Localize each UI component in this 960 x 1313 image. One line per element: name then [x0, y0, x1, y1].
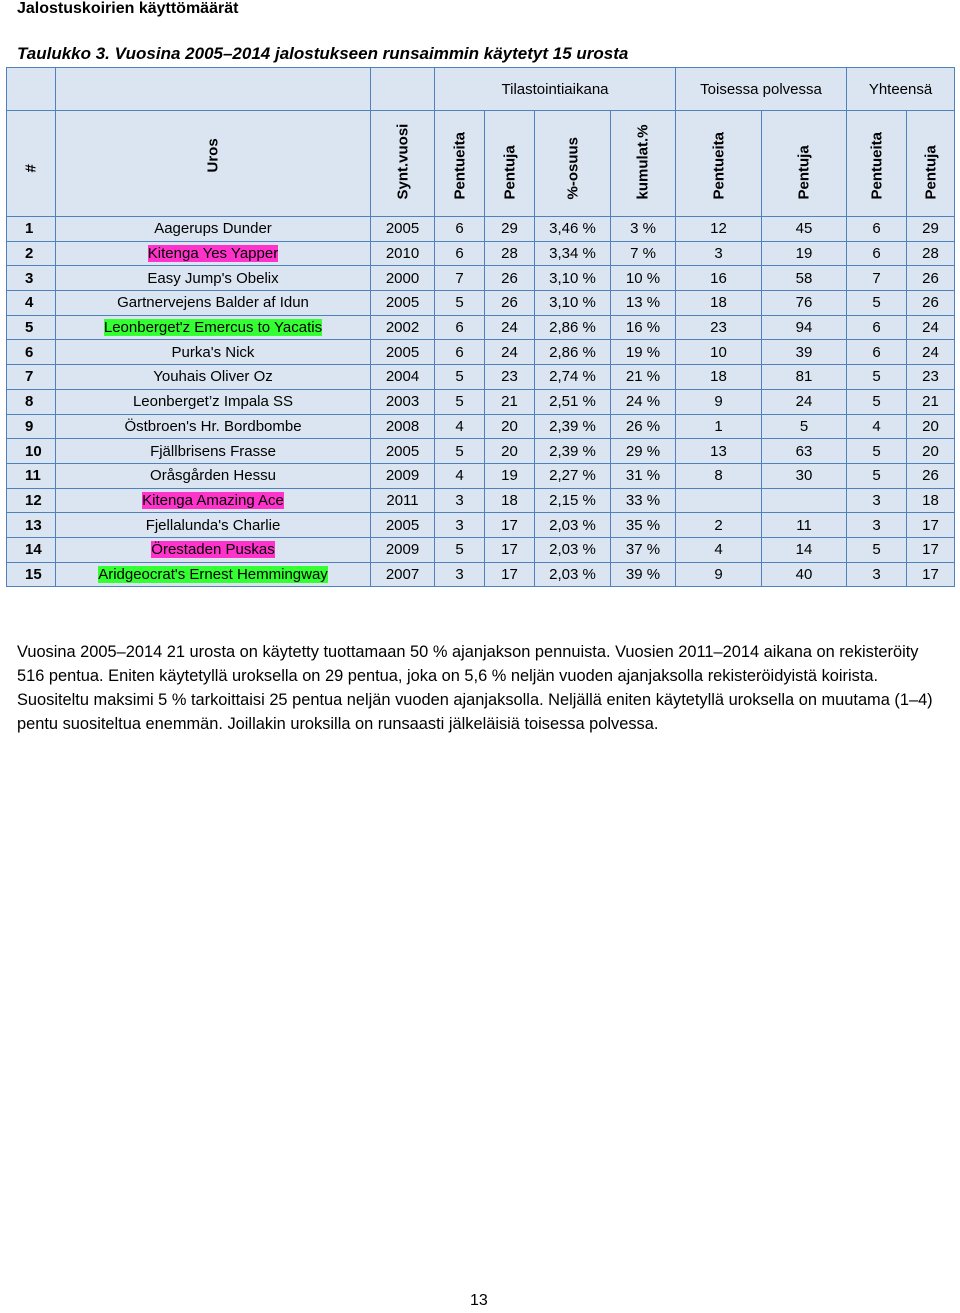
- cell-p2e: [676, 488, 762, 513]
- male-name: Easy Jump's Obelix: [147, 269, 279, 287]
- cell-num: 15: [7, 562, 56, 587]
- cell-p2u: 30: [762, 463, 847, 488]
- cell-ye: 6: [847, 241, 907, 266]
- cell-yu: 20: [907, 414, 955, 439]
- table-body: [7, 217, 955, 587]
- cell-os: 2,51 %: [535, 389, 611, 414]
- cell-pu: 26: [485, 266, 535, 291]
- cell-ye: 7: [847, 266, 907, 291]
- cell-yu: 21: [907, 389, 955, 414]
- table-row: [7, 315, 955, 340]
- cell-pu: 26: [485, 291, 535, 316]
- cell-year: 2007: [371, 562, 435, 587]
- cell-ku: 21 %: [611, 365, 676, 390]
- cell-os: 2,27 %: [535, 463, 611, 488]
- cell-p2e: 8: [676, 463, 762, 488]
- cell-pu: 23: [485, 365, 535, 390]
- cell-name: [56, 439, 371, 464]
- male-name: Fjellalunda's Charlie: [145, 516, 281, 534]
- col-header-share: %-osuus: [535, 111, 611, 217]
- cell-os: 2,15 %: [535, 488, 611, 513]
- summary-paragraph: Vuosina 2005–2014 21 urosta on käytetty tuottamaan 50 % ajanjakson pennuista. Vuosien 2011–2014 aikana on rekisteröity 516 pentua. Eniten käytetyllä uroksella on 29 pentua, joka on 5,6 % neljän vuoden ajanjaksolla rekisteröidyistä koirista. Suositeltu maksimi 5 % tarkoittaisi 25 pentua neljän vuoden ajanjaksolla. Neljällä eniten käytetyllä uroksella on muutama (1–4) pentu suositeltua enemmän. Joillakin uroksilla on runsaasti jälkeläisiä toisessa polvessa.: [17, 643, 933, 733]
- cell-ku: 35 %: [611, 513, 676, 538]
- cell-pe: 3: [435, 488, 485, 513]
- cell-year: 2005: [371, 439, 435, 464]
- cell-os: 2,03 %: [535, 513, 611, 538]
- cell-year: 2000: [371, 266, 435, 291]
- cell-name: [56, 537, 371, 562]
- cell-p2u: 58: [762, 266, 847, 291]
- cell-ye: 5: [847, 463, 907, 488]
- male-name: Gartnervejens Balder af Idun: [117, 294, 309, 312]
- cell-ku: 19 %: [611, 340, 676, 365]
- cell-pu: 17: [485, 562, 535, 587]
- group-header-second-generation: Toisessa polvessa: [676, 68, 847, 111]
- cell-ku: 39 %: [611, 562, 676, 587]
- male-name: Östbroen's Hr. Bordbombe: [124, 417, 302, 435]
- cell-yu: 24: [907, 340, 955, 365]
- cell-num: 5: [7, 315, 56, 340]
- table-row: [7, 439, 955, 464]
- cell-name: [56, 389, 371, 414]
- table-row: [7, 414, 955, 439]
- cell-os: 2,03 %: [535, 562, 611, 587]
- cell-os: 2,03 %: [535, 537, 611, 562]
- cell-ye: 3: [847, 488, 907, 513]
- cell-name: [56, 513, 371, 538]
- cell-yu: 17: [907, 562, 955, 587]
- cell-pe: 4: [435, 463, 485, 488]
- cell-pu: 17: [485, 513, 535, 538]
- cell-ye: 5: [847, 291, 907, 316]
- cell-year: 2005: [371, 340, 435, 365]
- cell-yu: 26: [907, 266, 955, 291]
- cell-year: 2002: [371, 315, 435, 340]
- cell-year: 2005: [371, 513, 435, 538]
- col-header-number: #: [7, 111, 56, 217]
- cell-yu: 24: [907, 315, 955, 340]
- cell-year: 2008: [371, 414, 435, 439]
- cell-ku: 33 %: [611, 488, 676, 513]
- cell-num: 6: [7, 340, 56, 365]
- cell-pu: 20: [485, 414, 535, 439]
- male-name: Purka's Nick: [171, 343, 255, 361]
- cell-year: 2009: [371, 463, 435, 488]
- cell-pu: 19: [485, 463, 535, 488]
- cell-name: [56, 463, 371, 488]
- page-number: 13: [470, 1292, 488, 1309]
- cell-num: 12: [7, 488, 56, 513]
- cell-p2e: 18: [676, 365, 762, 390]
- male-name: Leonberget'z Emercus to Yacatis: [103, 319, 323, 337]
- table-caption: Taulukko 3. Vuosina 2005–2014 jalostukseen runsaimmin käytetyt 15 urosta: [17, 44, 629, 63]
- section-heading: Jalostuskoirien käyttömäärät: [17, 0, 239, 17]
- col-header-cumulative: kumulat.%: [611, 111, 676, 217]
- cell-p2e: 9: [676, 562, 762, 587]
- cell-name: [56, 414, 371, 439]
- cell-num: 8: [7, 389, 56, 414]
- table-row: [7, 562, 955, 587]
- table-row: [7, 217, 955, 242]
- col-header-litters: Pentueita: [435, 111, 485, 217]
- cell-pe: 5: [435, 389, 485, 414]
- cell-name: [56, 291, 371, 316]
- cell-p2e: 2: [676, 513, 762, 538]
- cell-ye: 6: [847, 315, 907, 340]
- cell-ye: 3: [847, 513, 907, 538]
- cell-os: 3,34 %: [535, 241, 611, 266]
- cell-num: 2: [7, 241, 56, 266]
- cell-os: 3,10 %: [535, 291, 611, 316]
- cell-num: 11: [7, 463, 56, 488]
- cell-p2e: 4: [676, 537, 762, 562]
- cell-num: 10: [7, 439, 56, 464]
- cell-pe: 7: [435, 266, 485, 291]
- cell-yu: 20: [907, 439, 955, 464]
- cell-p2u: 94: [762, 315, 847, 340]
- male-name: Aagerups Dunder: [154, 220, 272, 238]
- cell-pu: 21: [485, 389, 535, 414]
- cell-p2u: 76: [762, 291, 847, 316]
- col-header-second-litters: Pentueita: [676, 111, 762, 217]
- cell-p2e: 13: [676, 439, 762, 464]
- cell-yu: 29: [907, 217, 955, 242]
- cell-p2e: 16: [676, 266, 762, 291]
- cell-pu: 24: [485, 315, 535, 340]
- male-name: Kitenga Amazing Ace: [142, 491, 284, 509]
- table-row: [7, 513, 955, 538]
- table-row: [7, 340, 955, 365]
- cell-pe: 6: [435, 241, 485, 266]
- cell-p2e: 18: [676, 291, 762, 316]
- col-header-total-puppies: Pentuja: [907, 111, 955, 217]
- cell-ye: 4: [847, 414, 907, 439]
- table-row: [7, 291, 955, 316]
- cell-p2e: 3: [676, 241, 762, 266]
- cell-p2u: 45: [762, 217, 847, 242]
- col-header-birth-year: Synt.vuosi: [371, 111, 435, 217]
- cell-pe: 6: [435, 315, 485, 340]
- cell-p2u: 39: [762, 340, 847, 365]
- cell-os: 2,86 %: [535, 340, 611, 365]
- cell-name: [56, 241, 371, 266]
- cell-ye: 5: [847, 365, 907, 390]
- male-name: Oråsgården Hessu: [150, 467, 276, 485]
- cell-pe: 3: [435, 562, 485, 587]
- male-name: Aridgeocrat's Ernest Hemmingway: [98, 565, 328, 583]
- cell-os: 2,39 %: [535, 439, 611, 464]
- cell-ku: 24 %: [611, 389, 676, 414]
- cell-year: 2009: [371, 537, 435, 562]
- cell-yu: 26: [907, 463, 955, 488]
- male-name: Örestaden Puskas: [151, 541, 275, 559]
- cell-ye: 3: [847, 562, 907, 587]
- cell-ye: 5: [847, 439, 907, 464]
- cell-name: [56, 562, 371, 587]
- table-row: [7, 488, 955, 513]
- cell-ku: 16 %: [611, 315, 676, 340]
- cell-num: 7: [7, 365, 56, 390]
- cell-p2u: 11: [762, 513, 847, 538]
- col-header-second-puppies: Pentuja: [762, 111, 847, 217]
- cell-num: 3: [7, 266, 56, 291]
- cell-p2u: 14: [762, 537, 847, 562]
- cell-pe: 5: [435, 365, 485, 390]
- cell-name: [56, 365, 371, 390]
- cell-num: 1: [7, 217, 56, 242]
- cell-p2e: 10: [676, 340, 762, 365]
- table-row: [7, 463, 955, 488]
- col-header-male: Uros: [56, 111, 371, 217]
- group-header-stats-period: Tilastointiaikana: [435, 68, 676, 111]
- table-row: [7, 537, 955, 562]
- cell-pe: 6: [435, 340, 485, 365]
- cell-num: 13: [7, 513, 56, 538]
- col-header-total-litters: Pentueita: [847, 111, 907, 217]
- cell-pu: 28: [485, 241, 535, 266]
- male-name: Leonberget’z Impala SS: [132, 393, 294, 411]
- cell-pu: 29: [485, 217, 535, 242]
- cell-ku: 10 %: [611, 266, 676, 291]
- cell-ku: 7 %: [611, 241, 676, 266]
- cell-year: 2004: [371, 365, 435, 390]
- cell-pe: 4: [435, 414, 485, 439]
- cell-year: 2003: [371, 389, 435, 414]
- cell-yu: 28: [907, 241, 955, 266]
- cell-p2e: 1: [676, 414, 762, 439]
- cell-ye: 6: [847, 217, 907, 242]
- male-name: Fjällbrisens Frasse: [150, 442, 276, 460]
- cell-yu: 17: [907, 513, 955, 538]
- male-name: Kitenga Yes Yapper: [147, 245, 279, 263]
- cell-num: 9: [7, 414, 56, 439]
- cell-pe: 6: [435, 217, 485, 242]
- col-header-puppies: Pentuja: [485, 111, 535, 217]
- cell-pe: 5: [435, 439, 485, 464]
- cell-ku: 13 %: [611, 291, 676, 316]
- cell-ku: 31 %: [611, 463, 676, 488]
- cell-ku: 37 %: [611, 537, 676, 562]
- cell-year: 2005: [371, 291, 435, 316]
- table-row: [7, 241, 955, 266]
- cell-name: [56, 488, 371, 513]
- cell-num: 4: [7, 291, 56, 316]
- cell-p2u: [762, 488, 847, 513]
- cell-pu: 17: [485, 537, 535, 562]
- stud-usage-table: [6, 67, 955, 587]
- cell-pu: 20: [485, 439, 535, 464]
- cell-yu: 18: [907, 488, 955, 513]
- cell-p2u: 40: [762, 562, 847, 587]
- cell-pe: 3: [435, 513, 485, 538]
- cell-pe: 5: [435, 537, 485, 562]
- cell-year: 2005: [371, 217, 435, 242]
- cell-yu: 17: [907, 537, 955, 562]
- cell-name: [56, 340, 371, 365]
- cell-os: 3,46 %: [535, 217, 611, 242]
- group-header-total: Yhteensä: [847, 68, 955, 111]
- cell-pu: 24: [485, 340, 535, 365]
- cell-name: [56, 315, 371, 340]
- cell-ku: 26 %: [611, 414, 676, 439]
- cell-p2e: 23: [676, 315, 762, 340]
- cell-p2e: 9: [676, 389, 762, 414]
- cell-os: 2,86 %: [535, 315, 611, 340]
- cell-yu: 26: [907, 291, 955, 316]
- cell-os: 3,10 %: [535, 266, 611, 291]
- cell-pu: 18: [485, 488, 535, 513]
- cell-name: [56, 266, 371, 291]
- group-header-row: [7, 68, 955, 111]
- table-row: [7, 389, 955, 414]
- cell-ye: 5: [847, 389, 907, 414]
- column-header-row: [7, 111, 955, 217]
- table-row: [7, 266, 955, 291]
- table-row: [7, 365, 955, 390]
- cell-yu: 23: [907, 365, 955, 390]
- cell-p2u: 24: [762, 389, 847, 414]
- cell-num: 14: [7, 537, 56, 562]
- cell-p2u: 63: [762, 439, 847, 464]
- cell-p2u: 81: [762, 365, 847, 390]
- cell-p2u: 5: [762, 414, 847, 439]
- cell-ku: 29 %: [611, 439, 676, 464]
- cell-p2u: 19: [762, 241, 847, 266]
- male-name: Youhais Oliver Oz: [153, 368, 273, 386]
- cell-ye: 6: [847, 340, 907, 365]
- cell-p2e: 12: [676, 217, 762, 242]
- cell-year: 2010: [371, 241, 435, 266]
- cell-year: 2011: [371, 488, 435, 513]
- cell-name: [56, 217, 371, 242]
- cell-pe: 5: [435, 291, 485, 316]
- cell-ye: 5: [847, 537, 907, 562]
- cell-os: 2,39 %: [535, 414, 611, 439]
- cell-ku: 3 %: [611, 217, 676, 242]
- cell-os: 2,74 %: [535, 365, 611, 390]
